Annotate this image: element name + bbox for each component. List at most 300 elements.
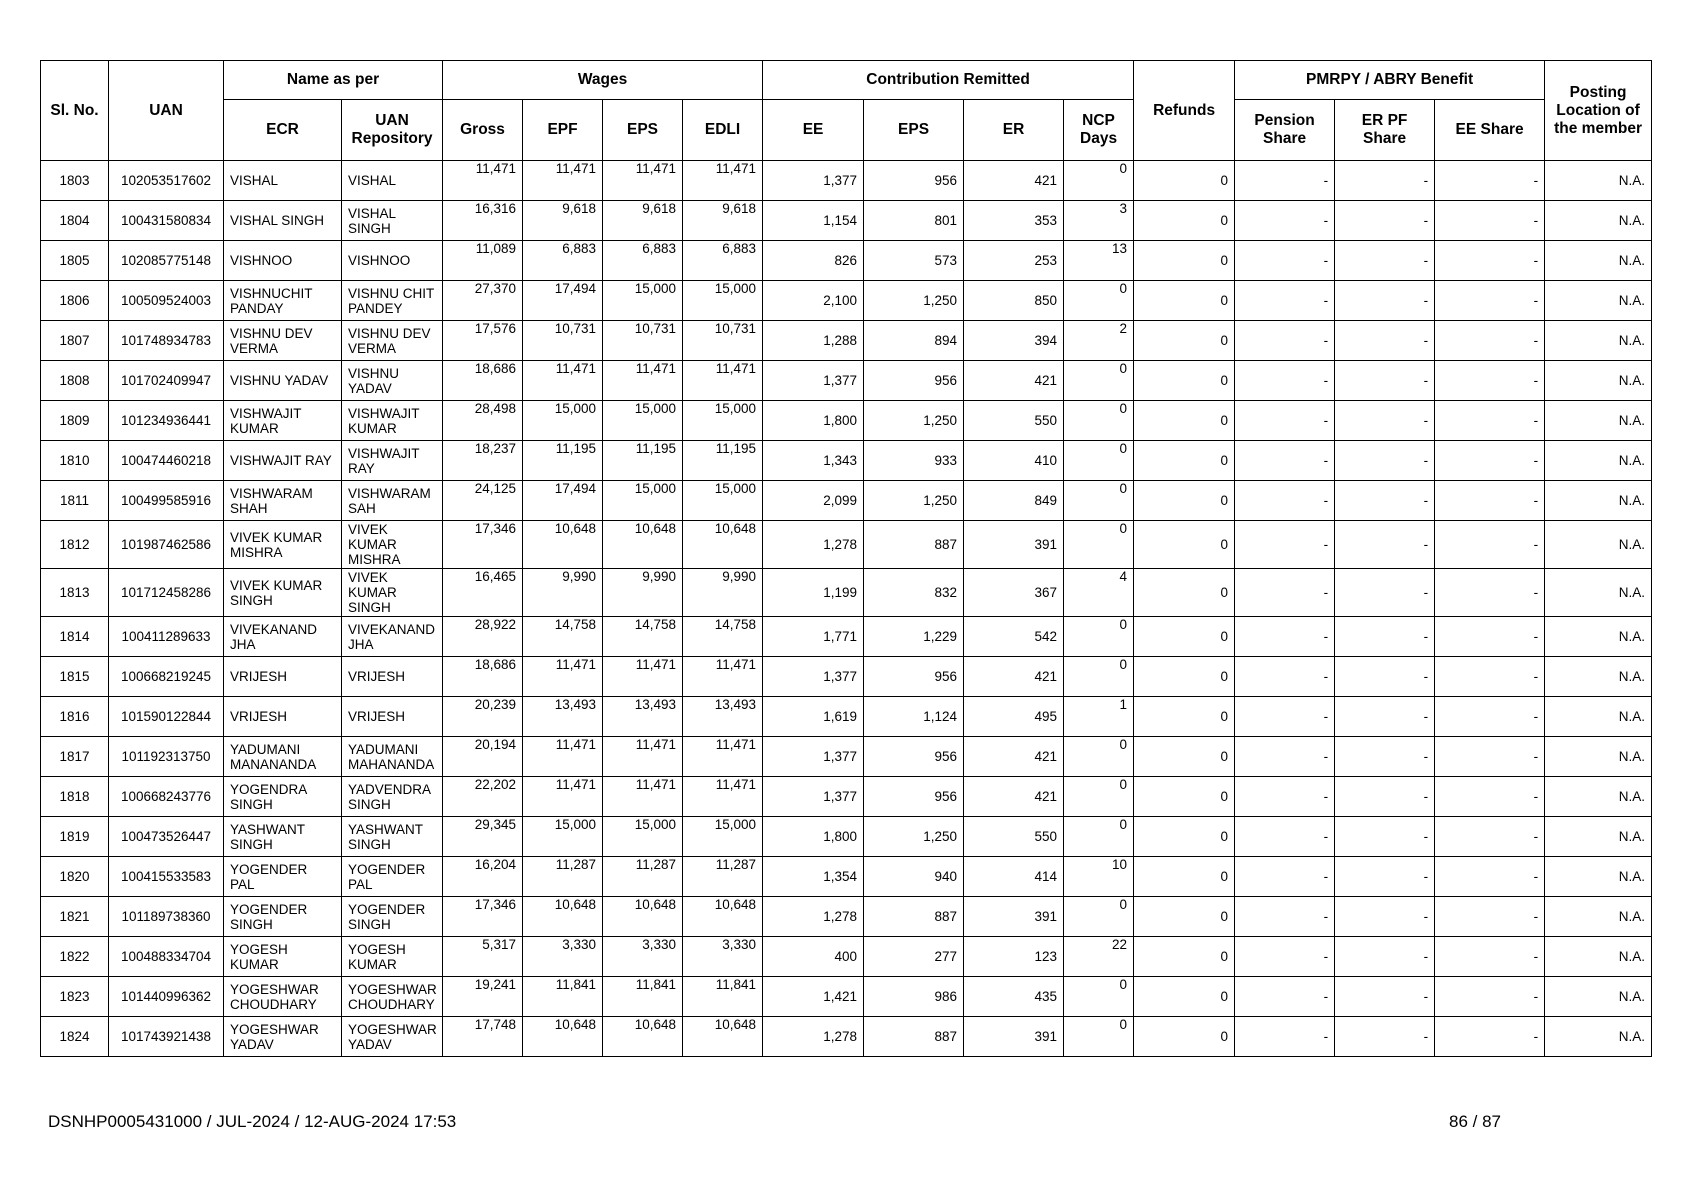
- cell-refunds: 0: [1134, 569, 1235, 617]
- cell-gross: 11,089: [443, 241, 523, 281]
- cell-uan: 101234936441: [109, 401, 224, 441]
- cell-refunds: 0: [1134, 1017, 1235, 1057]
- table-row: [41, 161, 1652, 201]
- cell-epf: 11,471: [523, 361, 603, 401]
- cell-pension-share: -: [1235, 617, 1335, 657]
- table-row: [41, 441, 1652, 481]
- cell-ecr-name: YASHWANT SINGH: [224, 817, 342, 857]
- cell-epf: 10,648: [523, 897, 603, 937]
- cell-pension-share: -: [1235, 697, 1335, 737]
- cell-posting-location: N.A.: [1545, 697, 1652, 737]
- cell-ncp-days: 0: [1064, 481, 1134, 521]
- cell-edli: 11,841: [683, 977, 763, 1017]
- cell-edli: 11,471: [683, 737, 763, 777]
- cell-ee-share: -: [1435, 241, 1545, 281]
- cell-uan-repository-name: YASHWANT SINGH: [342, 817, 443, 857]
- header-sl-no: Sl. No.: [41, 61, 109, 161]
- cell-ecr-name: VISHAL SINGH: [224, 201, 342, 241]
- cell-ee: 1,377: [763, 737, 864, 777]
- header-refunds: Refunds: [1134, 61, 1235, 161]
- cell-epf: 14,758: [523, 617, 603, 657]
- cell-uan: 101987462586: [109, 521, 224, 569]
- cell-er: 849: [964, 481, 1064, 521]
- cell-contribution-eps: 277: [864, 937, 964, 977]
- cell-ee: 1,377: [763, 657, 864, 697]
- cell-edli: 6,883: [683, 241, 763, 281]
- cell-ncp-days: 0: [1064, 1017, 1134, 1057]
- cell-pension-share: -: [1235, 241, 1335, 281]
- cell-eps: 9,990: [603, 569, 683, 617]
- cell-epf: 10,731: [523, 321, 603, 361]
- table-row: [41, 977, 1652, 1017]
- cell-ee-share: -: [1435, 401, 1545, 441]
- cell-ee-share: -: [1435, 521, 1545, 569]
- cell-er: 353: [964, 201, 1064, 241]
- cell-uan: 101192313750: [109, 737, 224, 777]
- cell-sl-no: 1822: [41, 937, 109, 977]
- cell-epf: 10,648: [523, 1017, 603, 1057]
- cell-ee-share: -: [1435, 361, 1545, 401]
- cell-uan-repository-name: VISHNU DEV VERMA: [342, 321, 443, 361]
- cell-ncp-days: 0: [1064, 281, 1134, 321]
- cell-epf: 10,648: [523, 521, 603, 569]
- cell-er-pf-share: -: [1335, 401, 1435, 441]
- cell-edli: 10,648: [683, 521, 763, 569]
- cell-sl-no: 1820: [41, 857, 109, 897]
- cell-ee: 1,377: [763, 777, 864, 817]
- cell-ncp-days: 0: [1064, 817, 1134, 857]
- cell-ncp-days: 0: [1064, 441, 1134, 481]
- cell-contribution-eps: 933: [864, 441, 964, 481]
- cell-ncp-days: 0: [1064, 401, 1134, 441]
- cell-ncp-days: 0: [1064, 657, 1134, 697]
- cell-er: 391: [964, 521, 1064, 569]
- header-contribution-eps: EPS: [864, 100, 964, 161]
- cell-ee: 1,377: [763, 161, 864, 201]
- cell-uan-repository-name: VISHAL: [342, 161, 443, 201]
- cell-sl-no: 1807: [41, 321, 109, 361]
- cell-uan: 100415533583: [109, 857, 224, 897]
- cell-ncp-days: 0: [1064, 361, 1134, 401]
- cell-pension-share: -: [1235, 937, 1335, 977]
- cell-gross: 28,922: [443, 617, 523, 657]
- cell-sl-no: 1815: [41, 657, 109, 697]
- cell-posting-location: N.A.: [1545, 1017, 1652, 1057]
- cell-contribution-eps: 986: [864, 977, 964, 1017]
- cell-er: 253: [964, 241, 1064, 281]
- cell-ee-share: -: [1435, 937, 1545, 977]
- cell-ecr-name: YOGENDRA SINGH: [224, 777, 342, 817]
- cell-pension-share: -: [1235, 481, 1335, 521]
- table-row: [41, 937, 1652, 977]
- cell-eps: 15,000: [603, 401, 683, 441]
- cell-eps: 11,471: [603, 737, 683, 777]
- cell-er-pf-share: -: [1335, 441, 1435, 481]
- cell-epf: 15,000: [523, 401, 603, 441]
- cell-refunds: 0: [1134, 737, 1235, 777]
- cell-edli: 10,731: [683, 321, 763, 361]
- cell-ee-share: -: [1435, 441, 1545, 481]
- cell-er: 410: [964, 441, 1064, 481]
- cell-ee-share: -: [1435, 281, 1545, 321]
- cell-edli: 10,648: [683, 897, 763, 937]
- cell-posting-location: N.A.: [1545, 161, 1652, 201]
- cell-er: 123: [964, 937, 1064, 977]
- table-row: [41, 857, 1652, 897]
- cell-pension-share: -: [1235, 777, 1335, 817]
- cell-uan-repository-name: VISHWARAM SAH: [342, 481, 443, 521]
- cell-refunds: 0: [1134, 361, 1235, 401]
- cell-ee: 1,154: [763, 201, 864, 241]
- cell-gross: 20,194: [443, 737, 523, 777]
- cell-gross: 17,346: [443, 897, 523, 937]
- cell-ee-share: -: [1435, 161, 1545, 201]
- cell-epf: 11,287: [523, 857, 603, 897]
- cell-uan: 102053517602: [109, 161, 224, 201]
- cell-eps: 10,648: [603, 521, 683, 569]
- cell-er: 421: [964, 361, 1064, 401]
- header-eps: EPS: [603, 100, 683, 161]
- cell-ee-share: -: [1435, 737, 1545, 777]
- cell-ee: 1,288: [763, 321, 864, 361]
- cell-contribution-eps: 1,250: [864, 817, 964, 857]
- cell-er-pf-share: -: [1335, 521, 1435, 569]
- cell-gross: 16,465: [443, 569, 523, 617]
- cell-er: 421: [964, 161, 1064, 201]
- table-row: [41, 481, 1652, 521]
- cell-refunds: 0: [1134, 521, 1235, 569]
- footer-page-number: 86 / 87: [1449, 1112, 1501, 1131]
- cell-er-pf-share: -: [1335, 817, 1435, 857]
- cell-sl-no: 1821: [41, 897, 109, 937]
- cell-ecr-name: YOGESH KUMAR: [224, 937, 342, 977]
- cell-uan: 100474460218: [109, 441, 224, 481]
- cell-er-pf-share: -: [1335, 361, 1435, 401]
- cell-ee-share: -: [1435, 857, 1545, 897]
- cell-gross: 20,239: [443, 697, 523, 737]
- table-row: [41, 737, 1652, 777]
- cell-er: 414: [964, 857, 1064, 897]
- table-row: [41, 201, 1652, 241]
- cell-sl-no: 1814: [41, 617, 109, 657]
- cell-gross: 17,576: [443, 321, 523, 361]
- cell-contribution-eps: 940: [864, 857, 964, 897]
- header-ncp-days: NCP Days: [1064, 100, 1134, 161]
- cell-ecr-name: VISHWAJIT RAY: [224, 441, 342, 481]
- cell-ncp-days: 10: [1064, 857, 1134, 897]
- cell-posting-location: N.A.: [1545, 281, 1652, 321]
- cell-er: 435: [964, 977, 1064, 1017]
- cell-ee: 1,343: [763, 441, 864, 481]
- cell-ncp-days: 13: [1064, 241, 1134, 281]
- table-row: [41, 569, 1652, 617]
- cell-contribution-eps: 956: [864, 737, 964, 777]
- cell-ecr-name: VISHWARAM SHAH: [224, 481, 342, 521]
- cell-er-pf-share: -: [1335, 617, 1435, 657]
- cell-epf: 11,195: [523, 441, 603, 481]
- cell-contribution-eps: 956: [864, 777, 964, 817]
- cell-ecr-name: YADUMANI MANANANDA: [224, 737, 342, 777]
- cell-pension-share: -: [1235, 201, 1335, 241]
- cell-uan-repository-name: VRIJESH: [342, 697, 443, 737]
- cell-edli: 9,618: [683, 201, 763, 241]
- cell-ecr-name: VISHNU YADAV: [224, 361, 342, 401]
- cell-epf: 11,471: [523, 777, 603, 817]
- table-row: [41, 521, 1652, 569]
- cell-uan: 101189738360: [109, 897, 224, 937]
- cell-epf: 17,494: [523, 481, 603, 521]
- cell-pension-share: -: [1235, 281, 1335, 321]
- cell-uan-repository-name: YOGESHWAR YADAV: [342, 1017, 443, 1057]
- cell-er-pf-share: -: [1335, 737, 1435, 777]
- cell-epf: 17,494: [523, 281, 603, 321]
- cell-uan: 100488334704: [109, 937, 224, 977]
- header-uan-repository: UAN Repository: [342, 100, 443, 161]
- cell-ee-share: -: [1435, 481, 1545, 521]
- cell-ee: 2,099: [763, 481, 864, 521]
- cell-ecr-name: VRIJESH: [224, 697, 342, 737]
- cell-edli: 15,000: [683, 817, 763, 857]
- cell-pension-share: -: [1235, 737, 1335, 777]
- cell-contribution-eps: 887: [864, 897, 964, 937]
- cell-refunds: 0: [1134, 401, 1235, 441]
- cell-edli: 10,648: [683, 1017, 763, 1057]
- cell-refunds: 0: [1134, 777, 1235, 817]
- table-row: [41, 777, 1652, 817]
- cell-er: 367: [964, 569, 1064, 617]
- header-epf: EPF: [523, 100, 603, 161]
- cell-pension-share: -: [1235, 401, 1335, 441]
- header-ee-share: EE Share: [1435, 100, 1545, 161]
- cell-edli: 15,000: [683, 281, 763, 321]
- cell-eps: 11,841: [603, 977, 683, 1017]
- cell-eps: 10,648: [603, 1017, 683, 1057]
- cell-sl-no: 1810: [41, 441, 109, 481]
- cell-sl-no: 1824: [41, 1017, 109, 1057]
- cell-epf: 15,000: [523, 817, 603, 857]
- table-row: [41, 361, 1652, 401]
- cell-sl-no: 1805: [41, 241, 109, 281]
- cell-sl-no: 1813: [41, 569, 109, 617]
- cell-pension-share: -: [1235, 977, 1335, 1017]
- cell-uan: 101712458286: [109, 569, 224, 617]
- cell-eps: 15,000: [603, 817, 683, 857]
- cell-uan-repository-name: YOGENDER SINGH: [342, 897, 443, 937]
- cell-er-pf-share: -: [1335, 977, 1435, 1017]
- cell-er: 394: [964, 321, 1064, 361]
- cell-contribution-eps: 894: [864, 321, 964, 361]
- cell-contribution-eps: 1,250: [864, 401, 964, 441]
- cell-uan: 100499585916: [109, 481, 224, 521]
- cell-eps: 11,471: [603, 657, 683, 697]
- cell-pension-share: -: [1235, 441, 1335, 481]
- cell-edli: 13,493: [683, 697, 763, 737]
- cell-ee: 1,278: [763, 521, 864, 569]
- cell-uan: 101440996362: [109, 977, 224, 1017]
- cell-uan: 101590122844: [109, 697, 224, 737]
- cell-posting-location: N.A.: [1545, 441, 1652, 481]
- table-row: [41, 697, 1652, 737]
- cell-ecr-name: YOGENDER PAL: [224, 857, 342, 897]
- cell-uan: 100411289633: [109, 617, 224, 657]
- cell-eps: 3,330: [603, 937, 683, 977]
- cell-gross: 29,345: [443, 817, 523, 857]
- cell-eps: 9,618: [603, 201, 683, 241]
- footer-doc-info: DSNHP0005431000 / JUL-2024 / 12-AUG-2024 17:53: [48, 1112, 457, 1131]
- cell-pension-share: -: [1235, 521, 1335, 569]
- cell-epf: 13,493: [523, 697, 603, 737]
- cell-posting-location: N.A.: [1545, 361, 1652, 401]
- cell-edli: 3,330: [683, 937, 763, 977]
- cell-gross: 28,498: [443, 401, 523, 441]
- table-row: [41, 617, 1652, 657]
- cell-contribution-eps: 956: [864, 361, 964, 401]
- cell-posting-location: N.A.: [1545, 857, 1652, 897]
- cell-uan-repository-name: YOGESH KUMAR: [342, 937, 443, 977]
- cell-contribution-eps: 1,250: [864, 481, 964, 521]
- cell-ncp-days: 2: [1064, 321, 1134, 361]
- cell-ee: 1,199: [763, 569, 864, 617]
- cell-edli: 15,000: [683, 401, 763, 441]
- table-row: [41, 241, 1652, 281]
- cell-ncp-days: 3: [1064, 201, 1134, 241]
- cell-sl-no: 1818: [41, 777, 109, 817]
- cell-ee: 2,100: [763, 281, 864, 321]
- cell-eps: 11,287: [603, 857, 683, 897]
- cell-contribution-eps: 887: [864, 521, 964, 569]
- cell-refunds: 0: [1134, 161, 1235, 201]
- cell-posting-location: N.A.: [1545, 481, 1652, 521]
- cell-posting-location: N.A.: [1545, 657, 1652, 697]
- cell-ee-share: -: [1435, 897, 1545, 937]
- cell-uan-repository-name: VIVEK KUMAR SINGH: [342, 569, 443, 617]
- cell-ee: 826: [763, 241, 864, 281]
- cell-ee-share: -: [1435, 697, 1545, 737]
- cell-refunds: 0: [1134, 857, 1235, 897]
- cell-posting-location: N.A.: [1545, 401, 1652, 441]
- header-name-as-per: Name as per: [224, 61, 443, 100]
- header-gross: Gross: [443, 100, 523, 161]
- cell-uan: 101748934783: [109, 321, 224, 361]
- cell-contribution-eps: 1,124: [864, 697, 964, 737]
- cell-edli: 11,471: [683, 361, 763, 401]
- cell-er-pf-share: -: [1335, 857, 1435, 897]
- cell-ee: 1,619: [763, 697, 864, 737]
- cell-uan: 100509524003: [109, 281, 224, 321]
- header-er-pf-share: ER PF Share: [1335, 100, 1435, 161]
- cell-ncp-days: 0: [1064, 617, 1134, 657]
- header-edli: EDLI: [683, 100, 763, 161]
- cell-refunds: 0: [1134, 321, 1235, 361]
- cell-epf: 6,883: [523, 241, 603, 281]
- cell-sl-no: 1806: [41, 281, 109, 321]
- cell-eps: 10,731: [603, 321, 683, 361]
- header-pension-share: Pension Share: [1235, 100, 1335, 161]
- cell-ee-share: -: [1435, 817, 1545, 857]
- cell-refunds: 0: [1134, 937, 1235, 977]
- cell-sl-no: 1809: [41, 401, 109, 441]
- cell-pension-share: -: [1235, 361, 1335, 401]
- cell-er-pf-share: -: [1335, 241, 1435, 281]
- cell-refunds: 0: [1134, 617, 1235, 657]
- table-row: [41, 1017, 1652, 1057]
- cell-uan-repository-name: VISHNOO: [342, 241, 443, 281]
- table-header: [41, 61, 1652, 161]
- cell-ee-share: -: [1435, 777, 1545, 817]
- cell-posting-location: N.A.: [1545, 777, 1652, 817]
- cell-er: 421: [964, 657, 1064, 697]
- cell-er-pf-share: -: [1335, 481, 1435, 521]
- cell-contribution-eps: 1,250: [864, 281, 964, 321]
- cell-posting-location: N.A.: [1545, 617, 1652, 657]
- cell-epf: 11,471: [523, 161, 603, 201]
- cell-er-pf-share: -: [1335, 777, 1435, 817]
- cell-eps: 11,195: [603, 441, 683, 481]
- cell-sl-no: 1803: [41, 161, 109, 201]
- cell-ncp-days: 4: [1064, 569, 1134, 617]
- cell-edli: 11,471: [683, 777, 763, 817]
- cell-gross: 5,317: [443, 937, 523, 977]
- cell-ee-share: -: [1435, 1017, 1545, 1057]
- cell-gross: 22,202: [443, 777, 523, 817]
- cell-sl-no: 1804: [41, 201, 109, 241]
- cell-eps: 11,471: [603, 777, 683, 817]
- cell-sl-no: 1816: [41, 697, 109, 737]
- cell-epf: 11,841: [523, 977, 603, 1017]
- header-er: ER: [964, 100, 1064, 161]
- cell-posting-location: N.A.: [1545, 897, 1652, 937]
- cell-sl-no: 1817: [41, 737, 109, 777]
- cell-epf: 9,618: [523, 201, 603, 241]
- ecr-table: [40, 60, 1652, 1057]
- cell-er: 550: [964, 401, 1064, 441]
- header-contribution-remitted: Contribution Remitted: [763, 61, 1134, 100]
- cell-ee: 1,800: [763, 401, 864, 441]
- cell-er: 550: [964, 817, 1064, 857]
- cell-refunds: 0: [1134, 697, 1235, 737]
- cell-uan: 100668243776: [109, 777, 224, 817]
- cell-er-pf-share: -: [1335, 161, 1435, 201]
- header-posting-location: Posting Location of the member: [1545, 61, 1652, 161]
- cell-ee: 1,421: [763, 977, 864, 1017]
- cell-refunds: 0: [1134, 817, 1235, 857]
- cell-er-pf-share: -: [1335, 569, 1435, 617]
- cell-ee-share: -: [1435, 977, 1545, 1017]
- cell-uan-repository-name: YADUMANI MAHANANDA: [342, 737, 443, 777]
- cell-er-pf-share: -: [1335, 321, 1435, 361]
- cell-ee: 1,278: [763, 1017, 864, 1057]
- cell-uan: 102085775148: [109, 241, 224, 281]
- cell-er: 850: [964, 281, 1064, 321]
- cell-posting-location: N.A.: [1545, 321, 1652, 361]
- cell-er-pf-share: -: [1335, 281, 1435, 321]
- cell-epf: 9,990: [523, 569, 603, 617]
- cell-gross: 18,686: [443, 657, 523, 697]
- cell-ee: 400: [763, 937, 864, 977]
- cell-ecr-name: VIVEK KUMAR SINGH: [224, 569, 342, 617]
- cell-pension-share: -: [1235, 897, 1335, 937]
- cell-contribution-eps: 801: [864, 201, 964, 241]
- cell-refunds: 0: [1134, 201, 1235, 241]
- cell-er: 391: [964, 1017, 1064, 1057]
- cell-sl-no: 1823: [41, 977, 109, 1017]
- cell-er-pf-share: -: [1335, 1017, 1435, 1057]
- cell-er-pf-share: -: [1335, 937, 1435, 977]
- table-row: [41, 321, 1652, 361]
- cell-pension-share: -: [1235, 569, 1335, 617]
- cell-uan-repository-name: VISHNU YADAV: [342, 361, 443, 401]
- cell-sl-no: 1808: [41, 361, 109, 401]
